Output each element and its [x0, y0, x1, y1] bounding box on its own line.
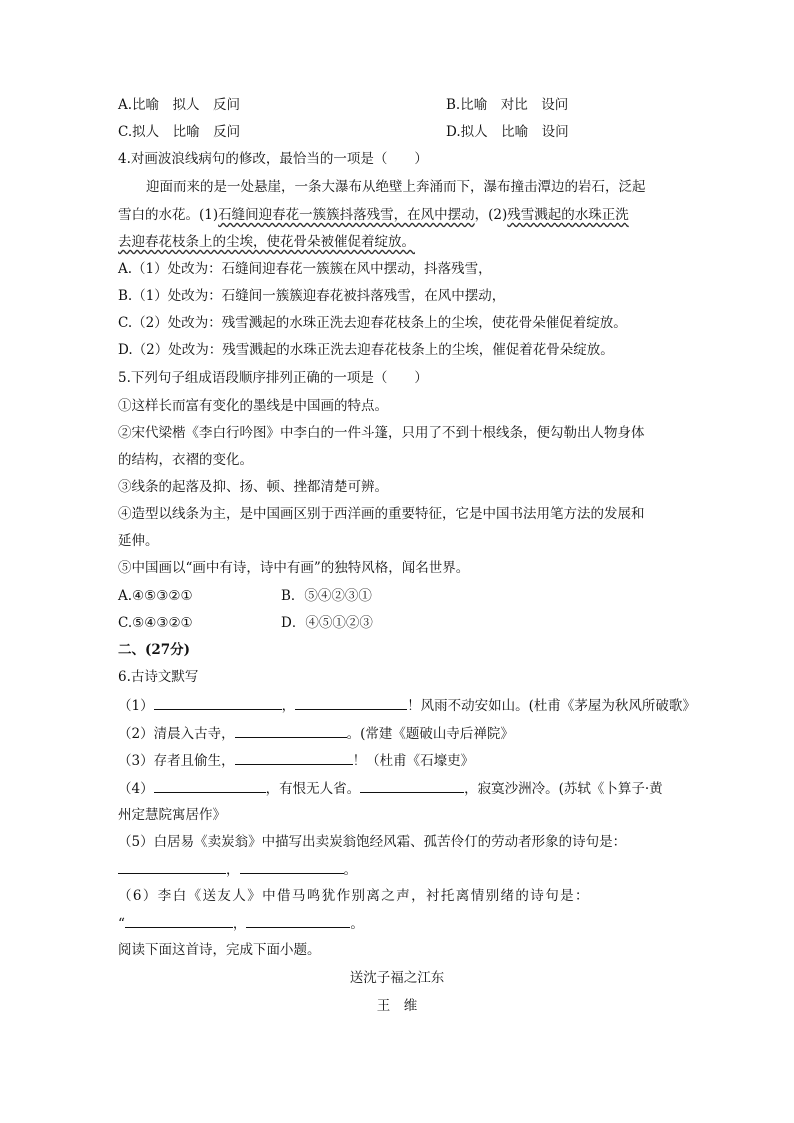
- reading-prompt: 阅读下面这首诗，完成下面小题。: [118, 942, 321, 958]
- q6-item-5-line2: [118, 859, 357, 880]
- item-text: （2）清晨入古寺，: [118, 726, 235, 742]
- q6-item-5: （5）白居易《卖炭翁》中描写出卖炭翁饱经风霜、孤苦伶仃的劳动者形象的诗句是：: [118, 834, 627, 850]
- q5-option-a: A.④⑤③②①: [118, 588, 193, 604]
- poem-title: 送沈子福之江东: [349, 970, 445, 986]
- q4-option-b: B.（1）处改为：石缝间一簇簇迎春花被抖落残雪，在风中摆动，: [118, 288, 506, 304]
- item-text: ，寂寞沙洲冷。(苏轼《卜算子·黄: [464, 781, 663, 797]
- q6-item-1: [118, 695, 696, 716]
- q6-item-6: （6）李白《送友人》中借马鸣犹作别离之声，衬托离情别绪的诗句是：: [118, 888, 590, 904]
- item-text: “: [118, 916, 125, 932]
- q5-stem: 5.下列句子组成语段顺序排列正确的一项是（ ）: [118, 370, 428, 386]
- q5-sentence-1: ①这样长而富有变化的墨线是中国画的特点。: [118, 398, 388, 414]
- answer-blank[interactable]: [154, 778, 266, 793]
- item-text: 。: [350, 916, 364, 932]
- q3-option-a: A.比喻 拟人 反问: [118, 97, 241, 113]
- q4-option-d: D.（2）处改为：残雪溅起的水珠正洗去迎春花枝条上的尘埃，催促着花骨朵绽放。: [118, 342, 614, 358]
- item-text: ！风雨不动安如山。(杜甫《茅屋为秋风所破歌》: [407, 698, 696, 714]
- item-text: （3）存者且偷生，: [118, 753, 235, 769]
- q4-passage-line2: [118, 205, 629, 225]
- wavy-sentence-2-cont: 去迎春花枝条上的尘埃，使花骨朵被催促着绽放。: [118, 234, 415, 250]
- q5-sentence-3: ③线条的起落及抑、扬、顿、挫都清楚可辨。: [118, 479, 388, 495]
- answer-blank[interactable]: [246, 913, 350, 928]
- answer-blank[interactable]: [125, 913, 233, 928]
- q4-option-a: A.（1）处改为：石缝间迎春花一簇簇在风中摆动，抖落残雪，: [118, 261, 492, 277]
- q3-option-d: D.拟人 比喻 设问: [446, 124, 569, 140]
- item-text: ，: [232, 916, 247, 932]
- q5-option-b: B．⑤④②③①: [281, 588, 372, 604]
- q6-item-4: [118, 778, 663, 799]
- section-heading: 二、(27分): [118, 642, 191, 658]
- wavy-sentence-2: 残雪溅起的水珠正洗: [507, 207, 629, 223]
- q6-title: 6.古诗文默写: [118, 669, 199, 685]
- answer-blank[interactable]: [235, 723, 347, 738]
- answer-blank[interactable]: [154, 695, 282, 710]
- answer-blank[interactable]: [360, 778, 464, 793]
- q4-passage-line3: [118, 232, 415, 252]
- q5-sentence-2-line2: 的结构，衣褶的变化。: [118, 452, 253, 468]
- wavy-sentence-1: 石缝间迎春花一簇簇抖落残雪，在风中摆动: [218, 207, 475, 223]
- item-text: ，有恨无人省。: [265, 781, 361, 797]
- q5-sentence-5: ⑤中国画以“画中有诗，诗中有画”的独特风格，闻名世界。: [118, 560, 470, 576]
- q6-item-3: [118, 750, 474, 771]
- item-text: ！（杜甫《石壕吏》: [352, 753, 475, 769]
- item-text: 。(常建《题破山寺后禅院》: [346, 726, 514, 742]
- q5-sentence-2-line1: ②宋代梁楷《李白行吟图》中李白的一件斗篷，只用了不到十根线条，便勾勒出人物身体: [118, 425, 645, 441]
- answer-blank[interactable]: [118, 859, 226, 874]
- q4-option-c: C.（2）处改为：残雪溅起的水珠正洗去迎春花枝条上的尘埃，使花骨朵催促着绽放。: [118, 315, 627, 331]
- q4-passage-text: ，(2): [474, 207, 508, 223]
- q6-item-4-line2: 州定慧院寓居作》: [118, 807, 226, 823]
- q5-sentence-4-line1: ④造型以线条为主，是中国画区别于西洋画的重要特征，它是中国书法用笔方法的发展和: [118, 506, 645, 522]
- item-text: 。: [343, 862, 357, 878]
- q3-option-c: C.拟人 比喻 反问: [118, 124, 241, 140]
- q6-item-2: [118, 723, 514, 744]
- q4-stem: 4.对画波浪线病句的修改，最恰当的一项是（ ）: [118, 151, 428, 167]
- q5-sentence-4-line2: 延伸。: [118, 533, 159, 549]
- answer-blank[interactable]: [295, 695, 407, 710]
- item-text: ，: [281, 698, 296, 714]
- poem-author: 王 维: [376, 998, 418, 1014]
- q5-option-d: D．④⑤①②③: [281, 615, 373, 631]
- q6-item-6-line2: [118, 913, 364, 934]
- answer-blank[interactable]: [235, 750, 353, 765]
- q5-option-c: C.⑤④③②①: [118, 615, 193, 631]
- item-text: （4）: [118, 781, 154, 797]
- q3-option-b: B.比喻 对比 设问: [446, 97, 569, 113]
- item-text: （1）: [118, 698, 154, 714]
- q4-passage-text: 雪白的水花。(1): [118, 207, 219, 223]
- item-text: ，: [226, 862, 240, 878]
- answer-blank[interactable]: [240, 859, 344, 874]
- q4-passage-line1: 迎面而来的是一处悬崖，一条大瀑布从绝壁上奔涌而下，瀑布撞击潭边的岩石，泛起: [146, 179, 646, 195]
